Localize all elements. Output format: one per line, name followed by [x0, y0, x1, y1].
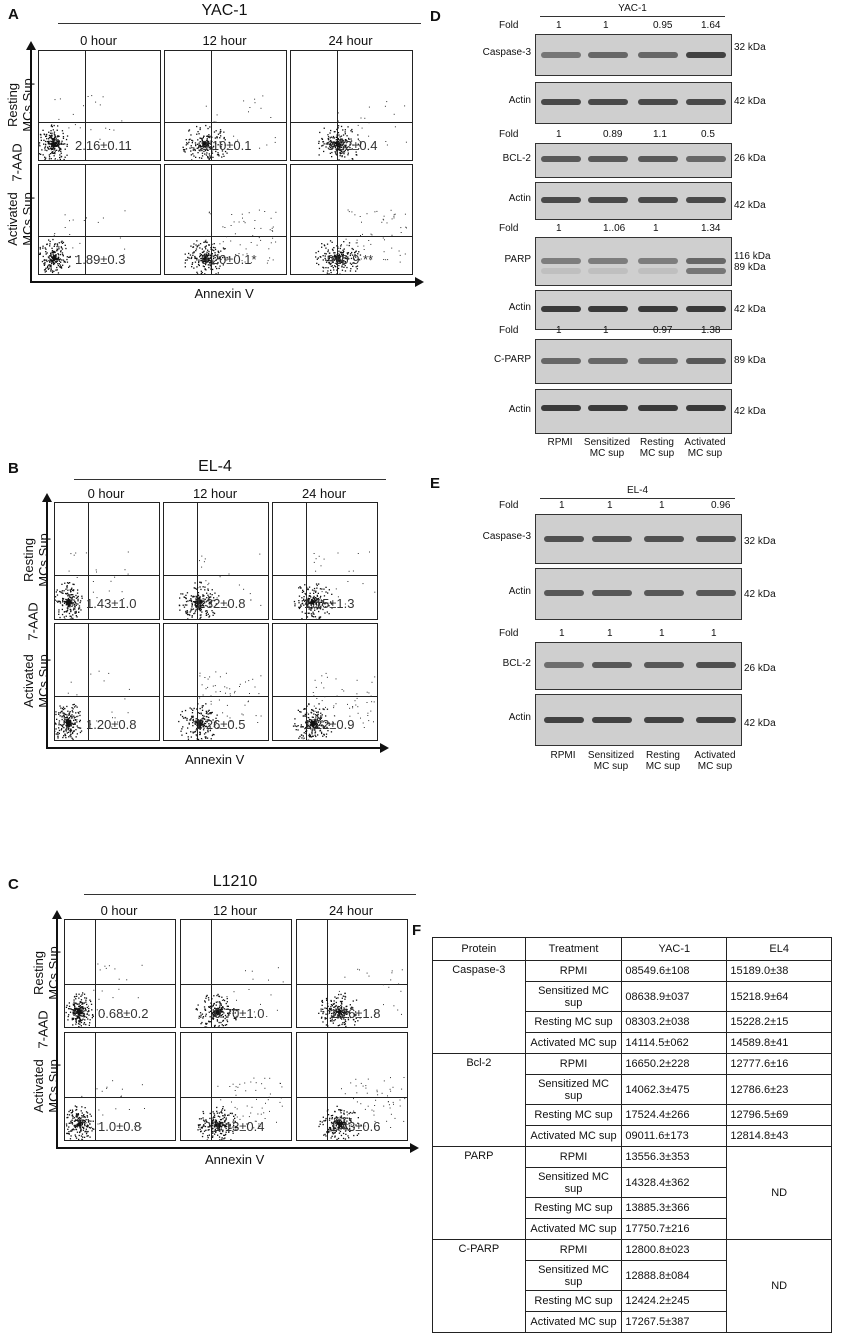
y-axis-arrow: [42, 493, 52, 502]
protein-band: [588, 258, 628, 264]
protein-band: [686, 358, 726, 364]
protein-label: Actin: [475, 586, 531, 597]
dot-plot: [163, 502, 269, 620]
molecular-weight: 42 kDa: [744, 718, 776, 729]
protein-band: [588, 405, 628, 411]
dot-plot: [163, 623, 269, 741]
protein-band: [644, 590, 684, 596]
blot-title: EL-4: [535, 485, 740, 496]
y-axis-arrow: [26, 41, 36, 50]
quadrant-percentage: 1.43±1.0: [86, 596, 137, 611]
title-underline: [84, 894, 416, 895]
quadrant-percentage: 3.10±0.1: [201, 138, 252, 153]
yac1-value-cell: 17267.5±387: [622, 1312, 727, 1333]
protein-band: [544, 717, 584, 723]
densitometry-table: [432, 937, 832, 1333]
y-axis-label: 7-AAD: [36, 1005, 51, 1055]
protein-band: [686, 197, 726, 203]
fold-value: 0.5: [701, 129, 715, 140]
quadrant-percentage: 1.89±0.3: [75, 252, 126, 267]
dot-plot: [64, 1032, 176, 1141]
blot-strip: [535, 694, 742, 746]
molecular-weight: 42 kDa: [734, 406, 766, 417]
treatment-cell: Resting MC sup: [525, 1105, 622, 1126]
yac1-value-cell: 17524.4±266: [622, 1105, 727, 1126]
blot-title: YAC-1: [535, 3, 730, 14]
fold-value: 1: [556, 129, 562, 140]
molecular-weight: 89 kDa: [734, 262, 766, 273]
yac1-value-cell: 17750.7±216: [622, 1219, 727, 1240]
protein-band: [638, 197, 678, 203]
title-underline: [540, 498, 735, 499]
quadrant-percentage: 2.16±0.11: [75, 138, 132, 153]
quadrant-percentage: 9±0.9 **: [327, 252, 373, 267]
fold-value: 1: [653, 223, 659, 234]
treatment-cell: Resting MC sup: [525, 1012, 622, 1033]
dot-plot: [272, 623, 378, 741]
dot-plot: [164, 164, 287, 275]
protein-band: [541, 197, 581, 203]
protein-cell: C-PARP: [433, 1240, 526, 1333]
molecular-weight: 26 kDa: [734, 153, 766, 164]
protein-band: [592, 662, 632, 668]
protein-band: [644, 662, 684, 668]
fold-value: 1: [711, 628, 717, 639]
dot-plot: [38, 164, 161, 275]
x-axis: [56, 1147, 410, 1149]
treatment-cell: Activated MC sup: [525, 1033, 622, 1054]
protein-band: [644, 536, 684, 542]
el4-value-cell: 15189.0±38: [727, 961, 832, 982]
quadrant-percentage: 1.43±0.6: [330, 1119, 381, 1134]
fold-value: 1: [556, 325, 562, 336]
fold-value: 1: [556, 223, 562, 234]
dot-plot: [54, 623, 160, 741]
quadrant-percentage: 1.32±0.8: [195, 596, 246, 611]
x-axis-label: Annexin V: [205, 1152, 264, 1167]
protein-band: [541, 258, 581, 264]
blot-strip: [535, 514, 742, 564]
protein-band: [638, 268, 678, 274]
fold-value: 1.1: [653, 129, 667, 140]
lane-label: Resting MC sup: [631, 750, 695, 772]
protein-band: [541, 358, 581, 364]
lane-label: Sensitized MC sup: [579, 750, 643, 772]
blot-strip: [535, 642, 742, 690]
treatment-cell: Sensitized MC sup: [525, 1075, 622, 1105]
lane-label: Resting MC sup: [625, 437, 689, 459]
treatment-cell: Sensitized MC sup: [525, 982, 622, 1012]
row-label: Resting MCs Sup: [21, 520, 51, 600]
treatment-cell: RPMI: [525, 961, 622, 982]
protein-band: [696, 590, 736, 596]
protein-label: Actin: [475, 193, 531, 204]
fold-value: 1: [607, 500, 613, 511]
title-underline: [58, 23, 421, 24]
table-header-row: [433, 938, 832, 961]
fold-value: 1.38: [701, 325, 720, 336]
row-label: Resting MCs Sup: [5, 65, 35, 145]
protein-band: [696, 536, 736, 542]
el4-value-cell: 14589.8±41: [727, 1033, 832, 1054]
x-axis-arrow: [410, 1143, 419, 1153]
protein-label: BCL-2: [475, 658, 531, 669]
el4-value-cell: 15228.2±15: [727, 1012, 832, 1033]
dot-plot: [272, 502, 378, 620]
y-axis: [56, 919, 58, 1147]
protein-band: [638, 52, 678, 58]
row-label: Activated MCs Sup: [5, 179, 35, 259]
yac1-value-cell: 08638.9±037: [622, 982, 727, 1012]
fold-label: Fold: [499, 500, 518, 511]
quadrant-percentage: 1.22±0.9: [304, 717, 355, 732]
protein-band: [541, 99, 581, 105]
dot-plot: [290, 50, 413, 161]
treatment-cell: RPMI: [525, 1147, 622, 1168]
molecular-weight: 32 kDa: [744, 536, 776, 547]
fold-value: 1: [659, 500, 665, 511]
y-axis: [46, 502, 48, 747]
quadrant-percentage: 1.26±1.8: [330, 1006, 381, 1021]
fold-label: Fold: [499, 129, 518, 140]
molecular-weight: 116 kDa: [734, 251, 771, 262]
blot-strip: [535, 290, 732, 330]
dot-plot: [180, 919, 292, 1028]
quadrant-percentage: 9.20±0.1*: [201, 252, 257, 267]
yac1-value-cell: 13885.3±366: [622, 1198, 727, 1219]
el4-value-cell: 12796.5±69: [727, 1105, 832, 1126]
quadrant-percentage: 0.70±1.0: [214, 1006, 265, 1021]
yac1-value-cell: 12800.8±023: [622, 1240, 727, 1261]
protein-label: Actin: [475, 404, 531, 415]
table-row: [433, 1240, 832, 1261]
protein-cell: Bcl-2: [433, 1054, 526, 1147]
column-header: 24 hour: [279, 486, 369, 501]
panel-letter-a: A: [8, 6, 19, 23]
quadrant-percentage: 1.15±1.3: [304, 596, 355, 611]
protein-band: [541, 268, 581, 274]
protein-band: [686, 306, 726, 312]
x-axis-label: Annexin V: [195, 286, 254, 301]
dot-plot: [164, 50, 287, 161]
molecular-weight: 89 kDa: [734, 355, 766, 366]
protein-label: Caspase-3: [475, 531, 531, 542]
protein-band: [588, 52, 628, 58]
protein-cell: Caspase-3: [433, 961, 526, 1054]
x-axis: [30, 281, 415, 283]
quadrant-percentage: 1.0±0.8: [98, 1119, 141, 1134]
table-row: [433, 1147, 832, 1168]
protein-band: [541, 405, 581, 411]
quadrant-percentage: 3.32±0.4: [327, 138, 378, 153]
table-row: [433, 1054, 832, 1075]
dot-plot: [296, 1032, 408, 1141]
lane-label: RPMI: [528, 437, 592, 448]
dot-plot: [38, 50, 161, 161]
el4-value-cell: ND: [727, 1147, 832, 1240]
column-header: 0 hour: [54, 33, 144, 48]
treatment-cell: Sensitized MC sup: [525, 1168, 622, 1198]
yac1-value-cell: 14328.4±362: [622, 1168, 727, 1198]
protein-label: Actin: [475, 95, 531, 106]
fold-value: 0.96: [711, 500, 730, 511]
x-axis-label: Annexin V: [185, 752, 244, 767]
protein-band: [686, 258, 726, 264]
protein-band: [696, 717, 736, 723]
dot-plot: [180, 1032, 292, 1141]
protein-band: [686, 52, 726, 58]
protein-label: C-PARP: [475, 354, 531, 365]
row-label: Resting MCs Sup: [31, 933, 61, 1013]
treatment-cell: Activated MC sup: [525, 1219, 622, 1240]
fold-label: Fold: [499, 325, 518, 336]
protein-band: [686, 99, 726, 105]
protein-band: [638, 156, 678, 162]
title-underline: [74, 479, 386, 480]
protein-band: [686, 156, 726, 162]
fold-label: Fold: [499, 223, 518, 234]
protein-band: [588, 358, 628, 364]
protein-label: Caspase-3: [475, 47, 531, 58]
lane-label: Sensitized MC sup: [575, 437, 639, 459]
quadrant-percentage: 1.13±0.4: [214, 1119, 265, 1134]
panel-letter-c: C: [8, 876, 19, 893]
x-axis: [46, 747, 380, 749]
blot-strip: [535, 389, 732, 434]
treatment-cell: RPMI: [525, 1054, 622, 1075]
fold-value: 1: [607, 628, 613, 639]
el4-value-cell: 12814.8±43: [727, 1126, 832, 1147]
protein-band: [638, 258, 678, 264]
blot-strip: [535, 34, 732, 76]
row-label: Activated MCs Sup: [31, 1046, 61, 1126]
panel-letter-f: F: [412, 922, 421, 939]
panel-title: EL-4: [54, 458, 376, 476]
column-header: YAC-1: [622, 938, 727, 961]
column-header: EL4: [727, 938, 832, 961]
el4-value-cell: 12786.6±23: [727, 1075, 832, 1105]
protein-band: [588, 306, 628, 312]
blot-strip: [535, 568, 742, 620]
dot-plot: [296, 919, 408, 1028]
y-axis-arrow: [52, 910, 62, 919]
protein-band: [686, 405, 726, 411]
blot-strip: [535, 237, 732, 286]
fold-value: 1.34: [701, 223, 720, 234]
treatment-cell: Resting MC sup: [525, 1291, 622, 1312]
panel-title: L1210: [64, 873, 406, 891]
fold-label: Fold: [499, 20, 518, 31]
fold-value: 1.64: [701, 20, 720, 31]
treatment-cell: Activated MC sup: [525, 1312, 622, 1333]
yac1-value-cell: 08303.2±038: [622, 1012, 727, 1033]
protein-band: [544, 590, 584, 596]
quadrant-percentage: 0.68±0.2: [98, 1006, 149, 1021]
y-axis: [30, 50, 32, 281]
column-header: 24 hour: [306, 903, 396, 918]
el4-value-cell: 15218.9±64: [727, 982, 832, 1012]
el4-value-cell: ND: [727, 1240, 832, 1333]
protein-band: [644, 717, 684, 723]
protein-band: [588, 156, 628, 162]
blot-strip: [535, 182, 732, 220]
column-header: 0 hour: [74, 903, 164, 918]
panel-letter: D: [430, 8, 441, 25]
protein-band: [544, 536, 584, 542]
blot-strip: [535, 143, 732, 178]
fold-value: 1: [603, 325, 609, 336]
protein-band: [544, 662, 584, 668]
fold-value: 0.97: [653, 325, 672, 336]
molecular-weight: 42 kDa: [734, 200, 766, 211]
molecular-weight: 32 kDa: [734, 42, 766, 53]
column-header: 12 hour: [190, 903, 280, 918]
x-axis-arrow: [415, 277, 424, 287]
protein-band: [592, 717, 632, 723]
protein-band: [592, 590, 632, 596]
panel-letter-b: B: [8, 460, 19, 477]
molecular-weight: 42 kDa: [744, 589, 776, 600]
column-header: Treatment: [525, 938, 622, 961]
fold-value: 0.95: [653, 20, 672, 31]
protein-cell: PARP: [433, 1147, 526, 1240]
protein-band: [541, 156, 581, 162]
protein-band: [638, 99, 678, 105]
fold-value: 1: [559, 628, 565, 639]
protein-band: [541, 306, 581, 312]
y-axis-label: 7-AAD: [26, 597, 41, 647]
treatment-cell: Sensitized MC sup: [525, 1261, 622, 1291]
panel-letter: E: [430, 475, 440, 492]
yac1-value-cell: 16650.2±228: [622, 1054, 727, 1075]
protein-band: [588, 197, 628, 203]
protein-band: [541, 52, 581, 58]
x-axis-arrow: [380, 743, 389, 753]
fold-value: 1: [559, 500, 565, 511]
column-header: 12 hour: [180, 33, 270, 48]
column-header: Protein: [433, 938, 526, 961]
protein-band: [588, 99, 628, 105]
protein-label: BCL-2: [475, 153, 531, 164]
lane-label: RPMI: [531, 750, 595, 761]
el4-value-cell: 12777.6±16: [727, 1054, 832, 1075]
treatment-cell: Activated MC sup: [525, 1126, 622, 1147]
yac1-value-cell: 12424.2±245: [622, 1291, 727, 1312]
yac1-value-cell: 12888.8±084: [622, 1261, 727, 1291]
protein-band: [638, 405, 678, 411]
column-header: 24 hour: [306, 33, 396, 48]
protein-band: [696, 662, 736, 668]
protein-band: [592, 536, 632, 542]
dot-plot: [54, 502, 160, 620]
fold-label: Fold: [499, 628, 518, 639]
fold-value: 1: [659, 628, 665, 639]
treatment-cell: RPMI: [525, 1240, 622, 1261]
protein-label: Actin: [475, 712, 531, 723]
lane-label: Activated MC sup: [683, 750, 747, 772]
molecular-weight: 42 kDa: [734, 96, 766, 107]
quadrant-percentage: 1.20±0.8: [86, 717, 137, 732]
fold-value: 1: [603, 20, 609, 31]
blot-strip: [535, 339, 732, 384]
title-underline: [540, 16, 725, 17]
quadrant-percentage: 1.26±0.5: [195, 717, 246, 732]
dot-plot: [290, 164, 413, 275]
column-header: 0 hour: [61, 486, 151, 501]
blot-strip: [535, 82, 732, 124]
yac1-value-cell: 08549.6±108: [622, 961, 727, 982]
protein-band: [638, 358, 678, 364]
fold-value: 1..06: [603, 223, 625, 234]
fold-value: 1: [556, 20, 562, 31]
table-row: [433, 961, 832, 982]
fold-value: 0.89: [603, 129, 622, 140]
protein-band: [686, 268, 726, 274]
protein-label: Actin: [475, 302, 531, 313]
treatment-cell: Resting MC sup: [525, 1198, 622, 1219]
molecular-weight: 42 kDa: [734, 304, 766, 315]
protein-band: [638, 306, 678, 312]
protein-band: [588, 268, 628, 274]
yac1-value-cell: 09011.6±173: [622, 1126, 727, 1147]
column-header: 12 hour: [170, 486, 260, 501]
row-label: Activated MCs Sup: [21, 641, 51, 721]
panel-title: YAC-1: [38, 2, 411, 20]
y-axis-label: 7-AAD: [10, 138, 25, 188]
lane-label: Activated MC sup: [673, 437, 737, 459]
dot-plot: [64, 919, 176, 1028]
molecular-weight: 26 kDa: [744, 663, 776, 674]
yac1-value-cell: 13556.3±353: [622, 1147, 727, 1168]
protein-label: PARP: [475, 254, 531, 265]
yac1-value-cell: 14062.3±475: [622, 1075, 727, 1105]
yac1-value-cell: 14114.5±062: [622, 1033, 727, 1054]
